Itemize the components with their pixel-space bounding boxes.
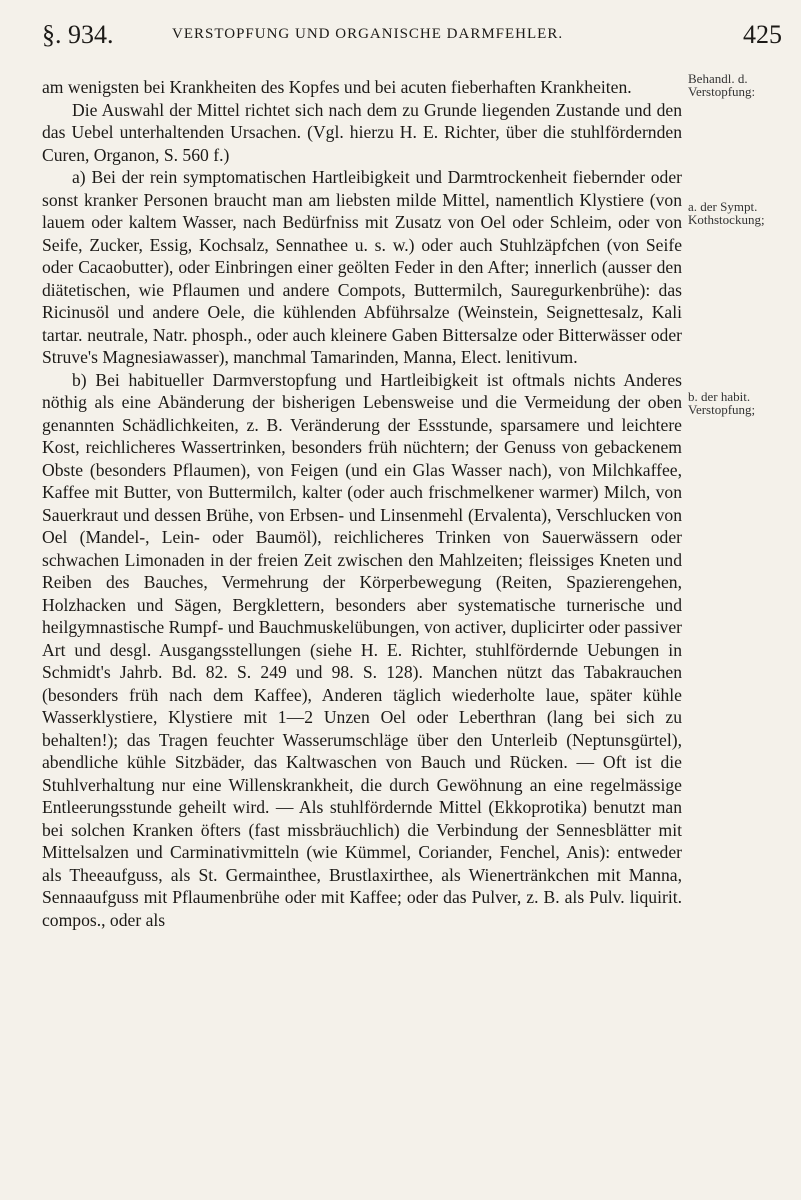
- paragraph: am wenigsten bei Krankheiten des Kopfes und bei acuten fieberhaften Krankheiten.: [42, 77, 632, 97]
- margin-note: b. der habit. Verstopfung;: [688, 389, 756, 417]
- paragraph: Die Auswahl der Mittel richtet sich nach dem zu Grunde liegenden Zustande und den das Uebel unterhaltenden Ursachen. (Vgl. hierzu H. E. Richter, über die stuhlfördernden Curen, Organon, S. 560 f.): [42, 99, 682, 165]
- body-text: [42, 76, 682, 931]
- page-number: 425: [743, 20, 782, 49]
- section-number: §. 934.: [42, 20, 114, 49]
- chapter-title: VERSTOPFUNG UND ORGANISCHE DARMFEHLER.: [172, 26, 564, 42]
- margin-note: a. der Sympt. Kothstockung;: [688, 199, 765, 227]
- paragraph: a) Bei der rein symptomatischen Hartleibigkeit und Darmtrockenheit fiebernder oder sonst kranker Personen braucht man am liebsten milde Mittel, namentlich Klystiere (von lauem oder kaltem Wasser, nach Bedürfniss mit Zusatz von Oel oder Schleim, oder von Seife, Zucker, Essig, Kochsalz, Sennathee u. s. w.) oder auch Stuhlzäpfchen (von Seife oder Cacaobutter), oder Einbringen einer geölten Feder in den After; innerlich (ausser den diätetischen, wie Pflaumen und andere Compots, Buttermilch, Sauregurkenbrühe): das Ricinusöl und andere Oele, die kühlenden Abführsalze (Weinstein, Seignettesalz, Kali tartar. neutrale, Natr. phosph., oder auch kleinere Gaben Bittersalze oder Bitterwässer oder Struve's Magnesiawasser), manchmal Tamarinden, Manna, Elect. lenitivum.: [42, 167, 682, 367]
- paragraph: b) Bei habitueller Darmverstopfung und Hartleibigkeit ist oftmals nichts Anderes nöthig als eine Abänderung der bisherigen Lebensweise und die Vermeidung der oben genannten Schädlichkeiten, z. B. Veränderung der Essstunde, sparsamere und leichtere Kost, reichlicheres Wassertrinken, besonders früh nüchtern; der Genuss von gebackenem Obste (besonders Pflaumen), von Feigen (und ein Glas Wasser nach), von Milchkaffee, Kaffee mit Butter, von Buttermilch, kalter (oder auch frischmelkener warmer) Milch, von Sauerkraut und dessen Brühe, von Erbsen- und Linsenmehl (Ervalenta), Verschlucken von Oel (Mandel-, Lein- oder Baumöl), reichlicheres Trinken von Sauerwässern oder schwachen Limonaden in der freien Zeit zwischen den Mahlzeiten; fleissiges Kneten und Reiben des Bauches, Vermehrung der Körperbewegung (Reiten, Spazierengehen, Holzhacken und Sägen, Bergklettern, besonders aber systematische turnerische und heilgymnastische Rumpf- und Bauchmuskelübungen, von activer, duplicirter oder passiver Art und desgl. Ausgangsstellungen (siehe H. E. Richter, stuhlfördernde Uebungen in Schmidt's Jahrb. Bd. 82. S. 249 und 98. S. 128). Manchen nützt das Tabakrauchen (besonders früh nach dem Kaffee), Anderen täglich wiederholte laue, später kühle Wasserklystiere, Klystiere mit 1—2 Unzen Oel oder Leberthran (lang bei sich zu behalten!); das Tragen feuchter Wasserumschläge über den Unterleib (Neptunsgürtel), abendliche kühle Sitzbäder, das Kaltwaschen von Bauch und Rücken. — Oft ist die Stuhlverhaltung nur eine Willenskrankheit, die durch Gewöhnung an eine regelmässige Entleerungsstunde geheilt wird. — Als stuhlfördernde Mittel (Ekkoprotika) benutzt man bei solchen Kranken öfters (fast missbräuchlich) die Verbindung der Sennesblätter mit Mittelsalzen und Carminativmitteln (wie Kümmel, Coriander, Fenchel, Anis): entweder als Theeaufguss, als St. Germainthee, Brustlaxirthee, als Wienertränkchen mit Manna, Sennaaufguss mit Pflaumenbrühe oder mit Kaffee; oder das Pulver, z. B. als Pulv. liquirit. compos., oder als: [42, 369, 682, 930]
- running-header: [42, 14, 782, 54]
- margin-note: Behandl. d. Verstopfung:: [688, 71, 756, 99]
